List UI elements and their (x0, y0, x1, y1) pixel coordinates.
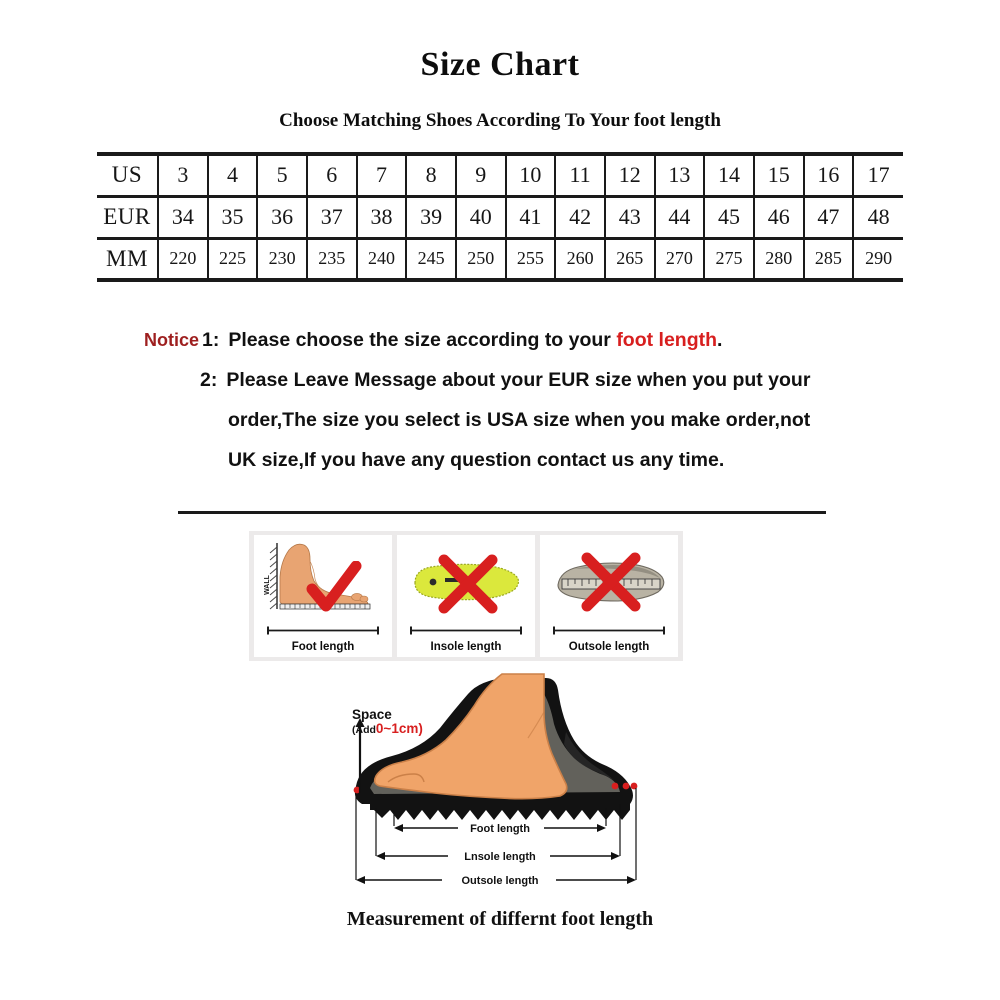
space-annotation (352, 708, 423, 736)
cell-eur-1: 35 (208, 196, 258, 238)
cell-eur-6: 40 (456, 196, 506, 238)
panel-caption-outsole-length: Outsole length (568, 641, 650, 653)
cell-us-12: 15 (754, 154, 804, 196)
cell-mm-1: 225 (208, 238, 258, 280)
panel-caption-foot-length: Foot length (291, 641, 355, 653)
cell-us-0: 3 (158, 154, 208, 196)
cell-us-14: 17 (853, 154, 903, 196)
cell-us-7: 10 (506, 154, 556, 196)
notice-line-1 (144, 320, 874, 360)
cell-mm-12: 280 (754, 238, 804, 280)
dimension-bar-foot (266, 622, 380, 631)
cell-us-13: 16 (804, 154, 854, 196)
cell-mm-11: 275 (704, 238, 754, 280)
notice-item1-text-a: Please choose the size according to your (228, 329, 617, 351)
cell-eur-10: 44 (655, 196, 705, 238)
cell-us-11: 14 (704, 154, 754, 196)
cell-eur-12: 46 (754, 196, 804, 238)
figure-caption: Measurement of differnt foot length (346, 908, 654, 930)
notice-item1-text-b: . (717, 329, 723, 351)
notice-item2-number: 2: (200, 369, 218, 391)
cell-mm-7: 255 (506, 238, 556, 280)
insole-illustration (401, 539, 531, 621)
cell-eur-13: 47 (804, 196, 854, 238)
foot-against-wall-illustration (258, 539, 388, 621)
panel-insole-length (397, 535, 535, 657)
cell-us-9: 12 (605, 154, 655, 196)
cell-us-8: 11 (555, 154, 605, 196)
space-label-value: 0~1cm) (375, 721, 423, 737)
notice-item2-line3: UK size,If you have any question contact us any time. (228, 449, 725, 471)
cell-us-10: 13 (655, 154, 705, 196)
table-row-eur (97, 196, 903, 238)
dimension-label-insole-length: Lnsole length (464, 851, 536, 863)
cell-mm-5: 245 (406, 238, 456, 280)
cell-mm-10: 270 (655, 238, 705, 280)
svg-text:WALL: WALL (264, 575, 271, 595)
measurement-methods-panel-group (249, 531, 683, 661)
row-label-eur: EUR (97, 196, 158, 238)
cell-mm-4: 240 (357, 238, 407, 280)
cell-eur-3: 37 (307, 196, 357, 238)
cell-mm-14: 290 (853, 238, 903, 280)
cell-us-4: 7 (357, 154, 407, 196)
page-title: Size Chart (420, 46, 580, 83)
space-label-add: (Add (352, 724, 376, 737)
cell-eur-5: 39 (406, 196, 456, 238)
outsole-illustration (544, 539, 674, 621)
notice-line-3 (144, 400, 874, 440)
notice-item1-number: 1: (202, 329, 220, 351)
cell-us-2: 5 (257, 154, 307, 196)
cell-mm-6: 250 (456, 238, 506, 280)
cell-eur-14: 48 (853, 196, 903, 238)
notice-line-2 (144, 360, 874, 400)
cell-eur-11: 45 (704, 196, 754, 238)
cell-mm-3: 235 (307, 238, 357, 280)
size-table-body (97, 154, 903, 280)
section-divider (178, 511, 826, 514)
panel-outsole-length (540, 535, 678, 657)
cell-us-3: 6 (307, 154, 357, 196)
cell-mm-9: 265 (605, 238, 655, 280)
cell-mm-0: 220 (158, 238, 208, 280)
foot-in-shoe-diagram (330, 668, 670, 900)
panel-caption-insole-length: Insole length (430, 641, 502, 653)
dimension-label-outsole-length: Outsole length (461, 875, 539, 887)
panel-foot-length (254, 535, 392, 657)
table-row-us (97, 154, 903, 196)
cell-eur-7: 41 (506, 196, 556, 238)
notice-line-4 (144, 440, 874, 480)
dimension-bar-insole (409, 622, 523, 631)
cell-eur-4: 38 (357, 196, 407, 238)
size-table-wrapper (97, 152, 903, 282)
cell-mm-2: 230 (257, 238, 307, 280)
cell-mm-8: 260 (555, 238, 605, 280)
notice-item1-highlight: foot length (616, 329, 718, 351)
space-label-line2 (352, 722, 423, 736)
page-subtitle: Choose Matching Shoes According To Your foot length (279, 110, 721, 131)
cell-eur-0: 34 (158, 196, 208, 238)
cell-eur-8: 42 (555, 196, 605, 238)
cell-mm-13: 285 (804, 238, 854, 280)
table-row-mm (97, 238, 903, 280)
cell-us-1: 4 (208, 154, 258, 196)
cell-eur-9: 43 (605, 196, 655, 238)
dimension-label-foot-length: Foot length (470, 823, 530, 835)
cell-us-5: 8 (406, 154, 456, 196)
size-conversion-table (97, 152, 903, 282)
space-label-line1: Space (352, 707, 392, 722)
cell-us-6: 9 (456, 154, 506, 196)
notice-item2-line1: Please Leave Message about your EUR size when you put your (226, 369, 811, 391)
notice-item2-line2: order,The size you select is USA size when you make order,not (228, 409, 811, 431)
notice-label: Notice (144, 330, 200, 350)
notice-block (144, 320, 874, 480)
cell-eur-2: 36 (257, 196, 307, 238)
row-label-mm: MM (97, 238, 158, 280)
row-label-us: US (97, 154, 158, 196)
dimension-bar-outsole (552, 622, 666, 631)
